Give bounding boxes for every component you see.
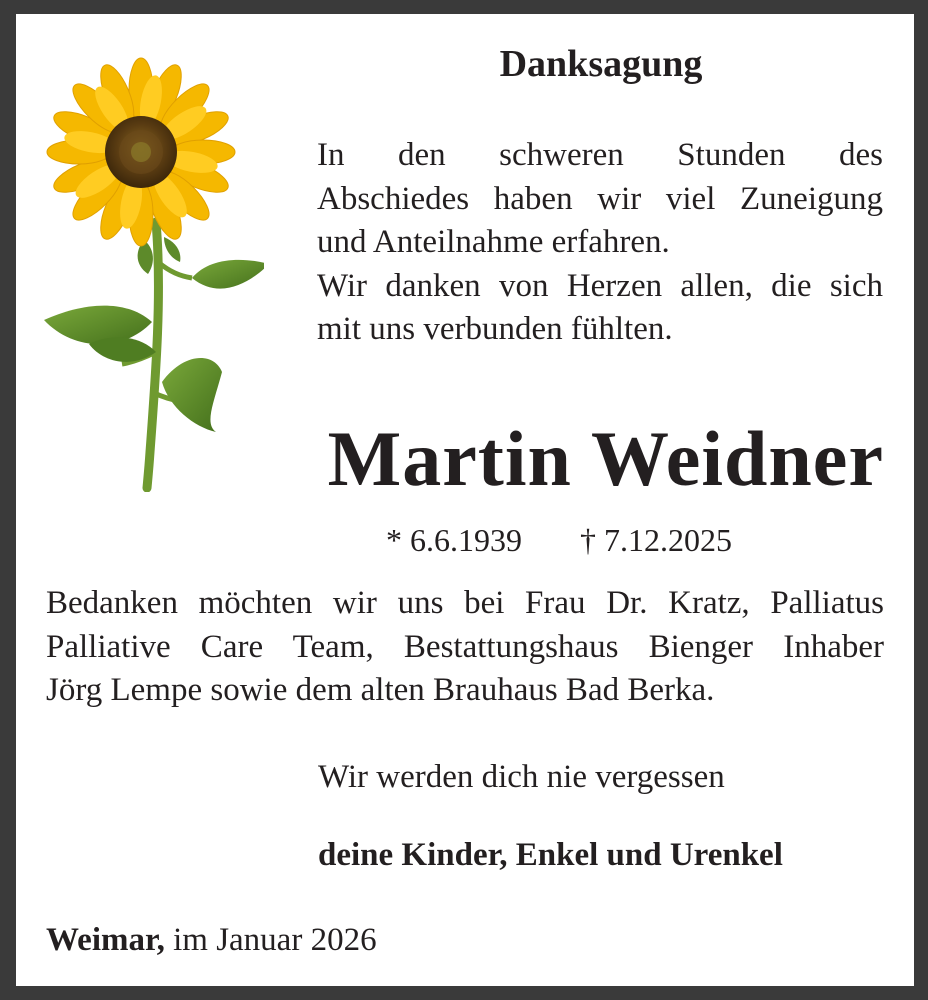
obituary-card [16, 14, 914, 986]
intro-line: und Anteilnahme erfahren. [317, 224, 670, 260]
intro-line: mit uns verbunden fühlten. [317, 311, 673, 347]
birth-date: * 6.6.1939 [386, 522, 522, 558]
notice-date: im Januar 2026 [173, 922, 377, 958]
intro-line: Wir danken von Herzen allen, die sich [317, 267, 883, 304]
heading-danksagung: Danksagung [499, 43, 703, 85]
place-date-line [46, 922, 377, 959]
life-dates [386, 522, 732, 559]
death-date: † 7.12.2025 [580, 522, 732, 558]
intro-text [317, 134, 883, 352]
sunflower-icon [44, 52, 264, 492]
intro-line: Abschiedes haben wir viel Zuneigung [317, 180, 883, 217]
place-name: Weimar, [46, 922, 165, 958]
intro-line: In den schweren Stunden des [317, 137, 883, 173]
thanks-line: Palliative Care Team, Bestattungshaus Bienger Inhaber [46, 628, 884, 665]
farewell-line: Wir werden dich nie vergessen [318, 759, 725, 795]
thanks-line: Bedanken möchten wir uns bei Frau Dr. Kratz, Palliatus [46, 585, 884, 621]
signers-line: deine Kinder, Enkel und Urenkel [318, 837, 783, 873]
thanks-text [46, 582, 884, 713]
deceased-name: Martin Weidner [327, 415, 884, 502]
thanks-line: Jörg Lempe sowie dem alten Brauhaus Bad Berka. [46, 672, 715, 708]
